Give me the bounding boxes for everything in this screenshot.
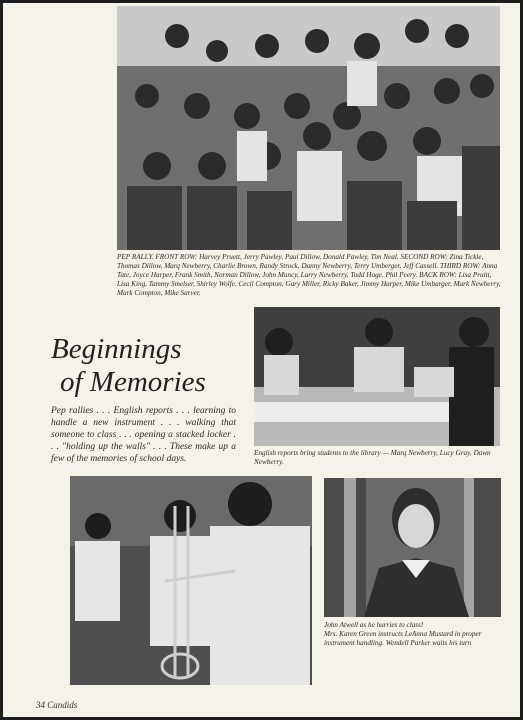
title-line-1: Beginnings [51, 333, 182, 365]
library-caption: English reports bring students to the library — Marq Newberry, Lucy Gray, Dawn Newberry. [254, 449, 491, 466]
page-title [51, 333, 251, 399]
trombone-caption: Mrs. Karen Green instructs LeAnna Mustard in proper instrument handling. Wendell Parker waits his turn [324, 630, 482, 647]
page-folio: 34 Candids [36, 700, 78, 710]
article-body: Pep rallies . . . English reports . . . learning to handle a new instrument . . . walking that someone to class . . . opening a stacked locker . . . "holding up the walls" . . . These make up a few of the memories of school days. [51, 406, 236, 464]
library-photo [254, 307, 500, 446]
trombone-photo [70, 476, 312, 685]
portrait-caption: John Atwell as he hurries to class! [324, 621, 424, 629]
pep-rally-caption: PEP RALLY. FRONT ROW: Harvey Pruett, Jerry Pawley, Paul Dillow, Donald Pawley, Tim Neal. SECOND ROW: Zina Tickle, Thomas Dillow, Marq Newberry, Charlie Brown, Randy Strock, Danny Newberry, Terry Umberger, Jeff Cassell. THIRD ROW: Anna Tate, Joyce Harper, Frank Smith, Norman Dillow, John Muncy, Larry Newberry, Todd Hoge, Phil Peery. BACK ROW: Lisa Pruitt, Lisa King, Tammy Smelser, Shirley Wolfe, Cecil Compton, Gary Miller, Ricky Baker, Jimmy Harper, Mike Umbarger, Mark Newberry, Mark Compton, Mike Sarver. [117, 253, 501, 297]
portrait-photo [324, 478, 501, 617]
pep-rally-photo [117, 6, 500, 250]
title-line-2: of Memories [60, 366, 206, 398]
yearbook-page [3, 3, 520, 717]
